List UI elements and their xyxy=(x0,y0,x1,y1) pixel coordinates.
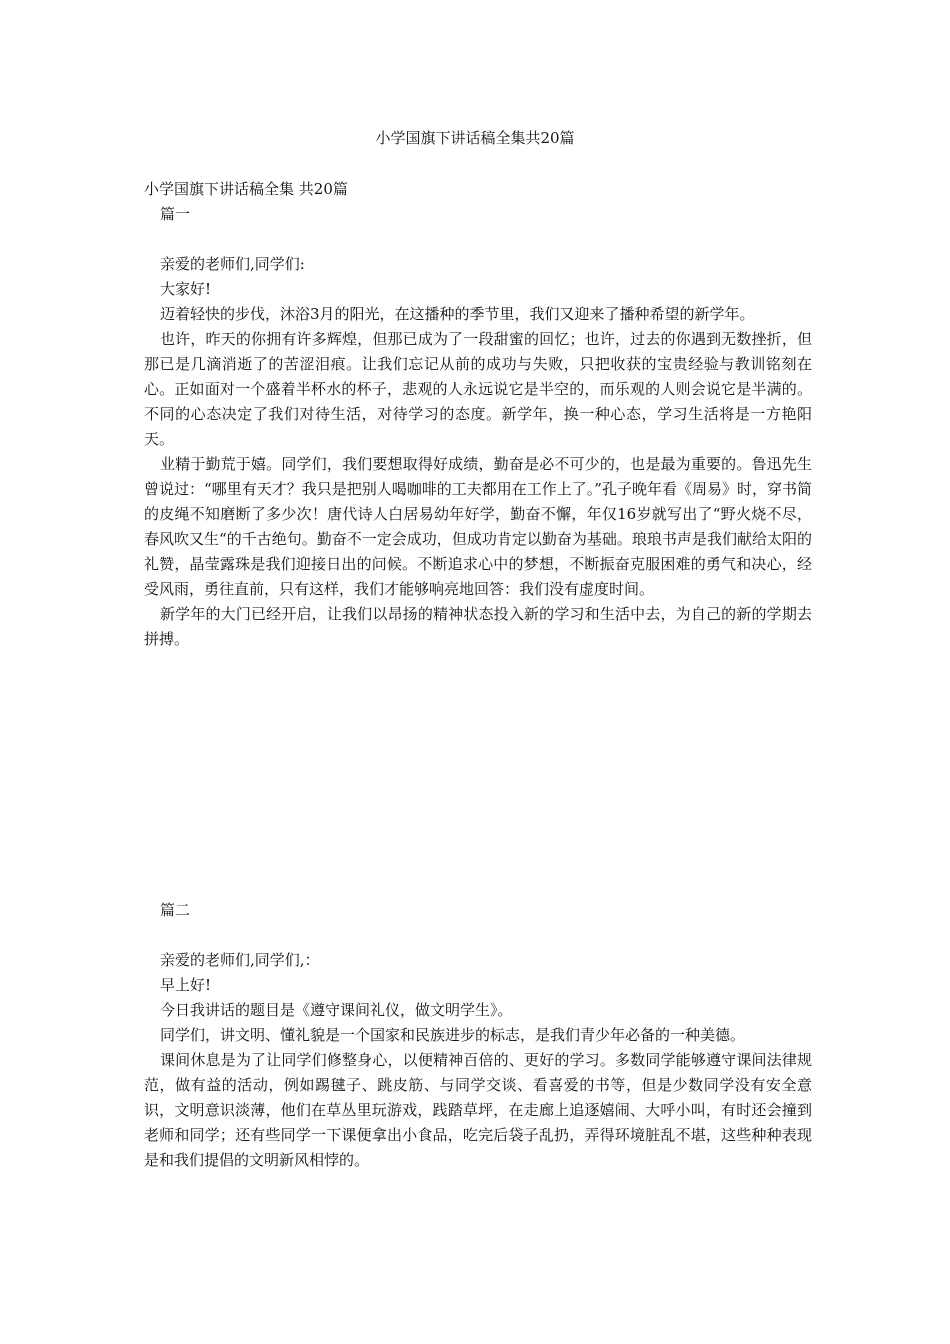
paragraph: 也许，昨天的你拥有许多辉煌，但那已成为了一段甜蜜的回忆；也许，过去的你遇到无数挫折，但那已是几滴消逝了的苦涩泪痕。让我们忘记从前的成功与失败，只把收获的宝贵经验与教训铭刻在心。正如面对一个盛着半杯水的杯子，悲观的人永远说它是半空的，而乐观的人则会说它是半满的。不同的心态决定了我们对待生活，对待学习的态度。新学年，换一种心态，学习生活将是一方艳阳天。 xyxy=(144,330,812,448)
spacer xyxy=(144,923,812,948)
document-subtitle: 小学国旗下讲话稿全集 共20篇 xyxy=(144,180,348,198)
salutation: 亲爱的老师们,同学们: xyxy=(160,255,305,273)
greeting: 大家好! xyxy=(160,280,212,298)
paragraph: 迈着轻快的步伐，沐浴3月的阳光，在这播种的季节里，我们又迎来了播种希望的新学年。 xyxy=(160,305,755,323)
section-one xyxy=(144,177,812,652)
paragraph: 课间休息是为了让同学们修整身心，以便精神百倍的、更好的学习。多数同学能够遵守课间法律规范，做有益的活动，例如踢毽子、跳皮筋、与同学交谈、看喜爱的书等，但是少数同学没有安全意识，文明意识淡薄，他们在草丛里玩游戏，践踏草坪，在走廊上追逐嬉闹、大呼小叫，有时还会撞到老师和同学；还有些同学一下课便拿出小食品，吃完后袋子乱扔，弄得环境脏乱不堪，这些种种表现是和我们提倡的文明新风相悖的。 xyxy=(144,1051,812,1169)
section-heading: 篇一 xyxy=(160,205,191,223)
section-heading: 篇二 xyxy=(160,901,191,919)
paragraph: 业精于勤荒于嬉。同学们，我们要想取得好成绩，勤奋是必不可少的，也是最为重要的。鲁迅先生曾说过：“哪里有天才？我只是把别人喝咖啡的工夫都用在工作上了。”孔子晚年看《周易》时，穿书简的皮绳不知磨断了多少次！唐代诗人白居易幼年好学，勤奋不懈，年仅16岁就写出了“野火烧不尽，春风吹又生“的千古绝句。勤奋不一定会成功，但成功肯定以勤奋为基础。琅琅书声是我们献给太阳的礼赞，晶莹露珠是我们迎接日出的问候。不断追求心中的梦想，不断振奋克服困难的勇气和决心，经受风雨，勇往直前，只有这样，我们才能够响亮地回答：我们没有虚度时间。 xyxy=(144,455,812,598)
salutation: 亲爱的老师们,同学们,： xyxy=(160,951,320,969)
section-two xyxy=(144,898,812,1173)
greeting: 早上好! xyxy=(160,976,212,994)
document-title: 小学国旗下讲话稿全集共20篇 xyxy=(375,129,575,147)
paragraph: 新学年的大门已经开启，让我们以昂扬的精神状态投入新的学习和生活中去，为自己的新的学期去拼搏。 xyxy=(144,605,812,648)
paragraph: 今日我讲话的题目是《遵守课间礼仪，做文明学生》。 xyxy=(160,1001,513,1019)
spacer xyxy=(144,227,812,252)
paragraph: 同学们，讲文明、懂礼貌是一个国家和民族进步的标志，是我们青少年必备的一种美德。 xyxy=(160,1026,746,1044)
